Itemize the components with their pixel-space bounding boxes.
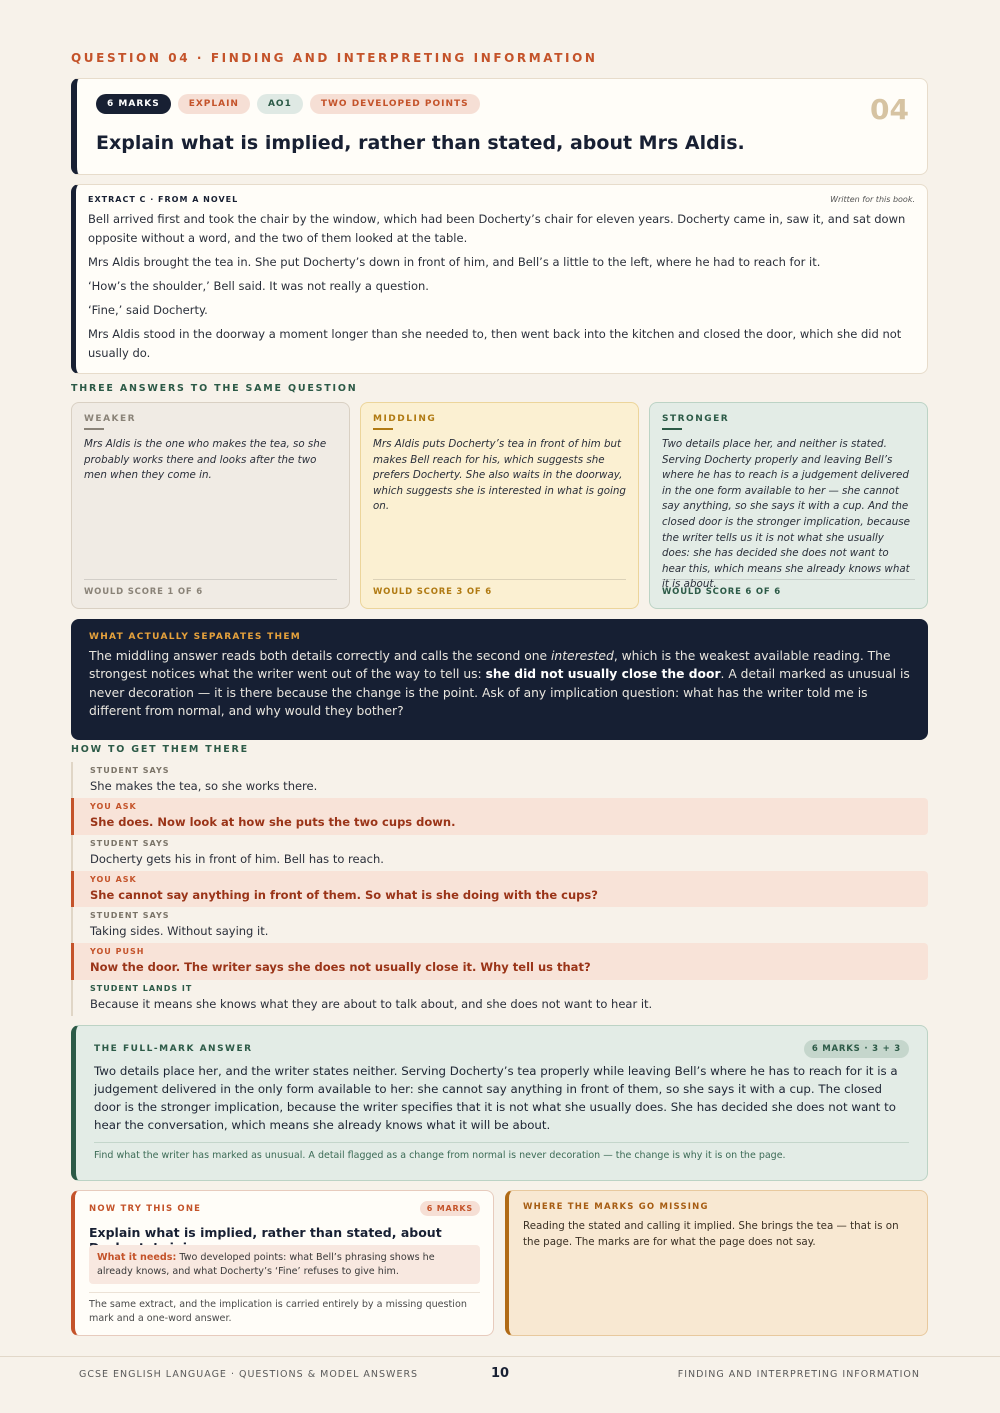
- separates-bold: she did not usually close the door: [485, 667, 721, 682]
- footer-section-title: FINDING AND INTERPRETING INFORMATION: [677, 1369, 920, 1380]
- try-this-label: NOW TRY THIS ONE: [89, 1204, 202, 1214]
- marks-tag: 6 MARKS: [96, 94, 171, 114]
- dialogue-speaker: YOU PUSH: [90, 947, 145, 957]
- extract-label: EXTRACT C · FROM A NOVEL: [88, 194, 239, 204]
- full-mark-tip: Find what the writer has marked as unusual. A detail flagged as a change from normal is never decoration — the change is why it is on the page.: [94, 1142, 909, 1161]
- try-this-marks-badge: 6 MARKS: [420, 1201, 480, 1216]
- dialogue-speaker: YOU ASK: [90, 874, 137, 884]
- stronger-answer-text: Two details place her, and neither is stated. Serving Docherty properly and leaving Bell’s where he has to reach is a judgement delivered in the one form available to her — she cannot say anything, so she says it with a cup. And the closed door is the stronger implication, because the writer tells us it is not what she usually does: she has decided she does not want to hear this, which means she already knows what it is about.: [662, 438, 910, 591]
- dialogue-line: Taking sides. Without saying it.: [90, 924, 269, 939]
- extract-paragraph: Mrs Aldis brought the tea in. She put Docherty’s down in front of him, and Bell’s a little to the left, where he had to reach for it.: [88, 255, 821, 269]
- full-mark-label: THE FULL-MARK ANSWER: [94, 1044, 253, 1054]
- question-text: Explain what is implied, rather than stated, about Mrs Aldis.: [96, 132, 745, 154]
- dialogue-row-teacher: [71, 798, 928, 834]
- dialogue-speaker: STUDENT SAYS: [90, 838, 170, 848]
- separates-text-part: . A detail marked as unusual is never decoration — it is there because the change is the point. Ask of any implication question: what has the writer told me is different from normal, and why would they bother?: [89, 667, 910, 719]
- dialogue-line: She cannot say anything in front of them. So what is she doing with the cups?: [90, 887, 598, 902]
- middling-score: WOULD SCORE 3 OF 6: [373, 579, 626, 597]
- extract-paragraph: ‘Fine,’ said Docherty.: [88, 303, 208, 317]
- dialogue-row-student-lands: [71, 980, 928, 1016]
- weaker-answer-card: [71, 402, 350, 609]
- label-rule: [84, 428, 104, 430]
- dialogue-line: Docherty gets his in front of him. Bell has to reach.: [90, 851, 384, 866]
- extract-paragraph: Mrs Aldis stood in the doorway a moment longer than she needed to, then went back into the kitchen and closed the door, which she did not usually do.: [88, 327, 902, 360]
- needs-text: Two developed points: what Bell’s phrasing shows he already knows, and what Docherty’s ‘Fine’ refuses to give him.: [97, 1252, 435, 1277]
- page-number: 10: [490, 1366, 510, 1381]
- command-word-tag: EXPLAIN: [178, 94, 250, 114]
- question-kicker: QUESTION 04 · FINDING AND INTERPRETING INFORMATION: [71, 51, 598, 65]
- middling-answer-card: [360, 402, 639, 609]
- dialogue-list: [71, 762, 928, 1016]
- answers-section-label: THREE ANSWERS TO THE SAME QUESTION: [71, 383, 358, 394]
- footer-book-title: GCSE ENGLISH LANGUAGE · QUESTIONS & MODEL ANSWERS: [79, 1369, 419, 1380]
- stronger-label: STRONGER: [662, 414, 730, 424]
- requirement-tag: TWO DEVELOPED POINTS: [310, 94, 480, 114]
- dialogue-speaker: STUDENT SAYS: [90, 766, 170, 775]
- page-footer: [0, 1356, 1000, 1413]
- separates-label: WHAT ACTUALLY SEPARATES THEM: [89, 632, 302, 642]
- dialogue-line: Now the door. The writer says she does not usually close it. Why tell us that?: [90, 960, 591, 975]
- marks-missing-card: [505, 1190, 928, 1336]
- separates-emphasis: interested: [550, 649, 614, 663]
- separates-text-part: The middling answer reads both details correctly and calls the second one: [89, 649, 551, 663]
- question-card: [71, 78, 928, 175]
- extract-paragraph: Bell arrived first and took the chair by the window, which had been Docherty’s chair for eleven years. Docherty came in, saw it, and sat down opposite without a word, and the two of them looked at the table.: [88, 212, 906, 245]
- extract-paragraph: ‘How’s the shoulder,’ Bell said. It was not really a question.: [88, 279, 429, 293]
- dialogue-line: She makes the tea, so she works there.: [90, 779, 318, 793]
- dialogue-row-teacher: [71, 871, 928, 907]
- separates-text: [89, 647, 910, 721]
- weaker-score: WOULD SCORE 1 OF 6: [84, 579, 337, 597]
- dialogue-speaker: STUDENT LANDS IT: [90, 983, 193, 993]
- objective-tag: AO1: [257, 94, 303, 114]
- middling-label: MIDDLING: [373, 414, 437, 424]
- dialogue-row-student: [71, 907, 928, 943]
- extract-card: [71, 184, 928, 374]
- stronger-score: WOULD SCORE 6 OF 6: [662, 579, 915, 597]
- dialogue-speaker: YOU ASK: [90, 802, 137, 812]
- marks-missing-label: WHERE THE MARKS GO MISSING: [523, 1202, 709, 1212]
- dialogue-section-label: HOW TO GET THEM THERE: [71, 744, 249, 755]
- weaker-answer-text: Mrs Aldis is the one who makes the tea, so she probably works there and looks after the two men when they come in.: [84, 438, 327, 482]
- middling-answer-text: Mrs Aldis puts Docherty’s tea in front of him but makes Bell reach for his, which suggests she prefers Docherty. She also waits in the doorway, which suggests she is interested in what is going on.: [373, 438, 626, 513]
- try-this-card: [71, 1190, 494, 1336]
- question-number: 04: [870, 93, 909, 126]
- dialogue-line: Because it means she knows what they are about to talk about, and she does not want to hear it.: [90, 996, 653, 1011]
- dialogue-line: She does. Now look at how she puts the two cups down.: [90, 815, 456, 830]
- separates-text-part: , which is the weakest available reading. The strongest notices what the writer went out of the way to tell us:: [89, 649, 891, 682]
- marks-missing-text: Reading the stated and calling it implied. She brings the tea — that is on the page. The marks are for what the page does not say.: [523, 1220, 899, 1248]
- dialogue-speaker: STUDENT SAYS: [90, 911, 170, 921]
- extract-note: Written for this book.: [830, 194, 915, 204]
- full-mark-badge: 6 MARKS · 3 + 3: [804, 1040, 909, 1058]
- label-rule: [373, 428, 393, 430]
- label-rule: [662, 428, 682, 430]
- try-this-note: The same extract, and the implication is carried entirely by a missing question mark and a one-word answer.: [89, 1292, 480, 1325]
- question-tags: [96, 94, 480, 114]
- what-separates-panel: [71, 619, 928, 740]
- full-mark-answer-card: [71, 1025, 928, 1181]
- stronger-answer-card: [649, 402, 928, 609]
- dialogue-row-student: [71, 835, 928, 871]
- dialogue-row-teacher: [71, 943, 928, 979]
- try-this-needs: [89, 1245, 480, 1284]
- try-this-question: Explain what is implied, rather than stated, about: [89, 1225, 442, 1240]
- dialogue-row-student: [71, 762, 928, 798]
- needs-label: What it needs:: [97, 1252, 177, 1263]
- weaker-label: WEAKER: [84, 414, 137, 424]
- full-mark-text: Two details place her, and the writer states neither. Serving Docherty’s tea properly while leaving Bell’s where he has to reach for it is a judgement delivered in the only form available to her: she cannot say anything in front of them, so she says it with a cup. The closed door is the stronger implication, because the writer specifies that it is not what she usually does. She has decided she does not want to hear the conversation, which means she already knows what it will be about.: [94, 1064, 898, 1132]
